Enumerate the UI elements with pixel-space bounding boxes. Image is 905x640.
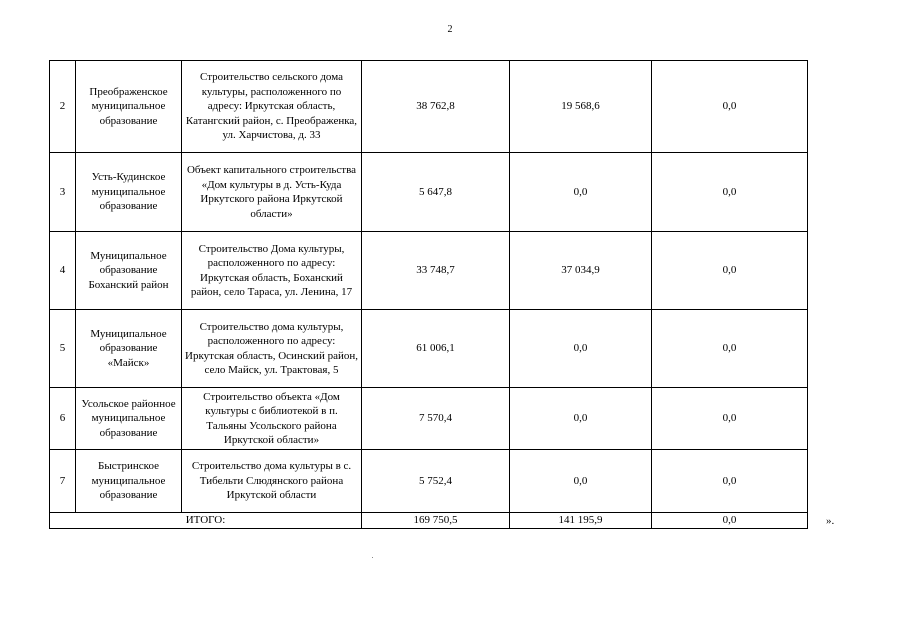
- municipality-name: Преображенское муниципальное образование: [76, 61, 182, 153]
- object-description: Объект капитального строительства «Дом культуры в д. Усть-Куда Иркутского района Иркутской области»: [182, 153, 362, 232]
- total-amount-col-3: 0,0: [652, 513, 808, 529]
- amount-col-3: 0,0: [652, 310, 808, 388]
- total-amount-col-2: 141 195,9: [510, 513, 652, 529]
- amount-col-3: 0,0: [652, 450, 808, 513]
- row-number: 7: [50, 450, 76, 513]
- amount-col-3: 0,0: [652, 388, 808, 450]
- amount-col-2: 0,0: [510, 450, 652, 513]
- municipality-name: Усть-Кудинское муниципальное образование: [76, 153, 182, 232]
- amount-col-2: 37 034,9: [510, 232, 652, 310]
- table-row: [50, 450, 808, 513]
- row-number: 3: [50, 153, 76, 232]
- table-row: [50, 310, 808, 388]
- municipality-name: Усольское районное муниципальное образование: [76, 388, 182, 450]
- scan-speck: [372, 557, 373, 558]
- municipality-name: Быстринское муниципальное образование: [76, 450, 182, 513]
- object-description: Строительство сельского дома культуры, расположенного по адресу: Иркутская область, Катангский район, с. Преображенка, ул. Харчистова, д. 33: [182, 61, 362, 153]
- amount-col-1: 7 570,4: [362, 388, 510, 450]
- amount-col-3: 0,0: [652, 153, 808, 232]
- amount-col-2: 0,0: [510, 310, 652, 388]
- page-number: 2: [447, 24, 453, 35]
- amount-col-2: 0,0: [510, 153, 652, 232]
- total-row: [50, 513, 808, 529]
- table-row: [50, 153, 808, 232]
- amount-col-2: 0,0: [510, 388, 652, 450]
- amount-col-1: 38 762,8: [362, 61, 510, 153]
- object-description: Строительство объекта «Дом культуры с библиотекой в п. Тальяны Усольского района Иркутской области»: [182, 388, 362, 450]
- amount-col-1: 61 006,1: [362, 310, 510, 388]
- object-description: Строительство дома культуры, расположенного по адресу: Иркутская область, Осинский район, село Майск, ул. Трактовая, 5: [182, 310, 362, 388]
- construction-funding-table: [49, 60, 808, 529]
- amount-col-2: 19 568,6: [510, 61, 652, 153]
- municipality-name: Муниципальное образование Боханский район: [76, 232, 182, 310]
- amount-col-3: 0,0: [652, 232, 808, 310]
- amount-col-3: 0,0: [652, 61, 808, 153]
- total-amount-col-1: 169 750,5: [362, 513, 510, 529]
- municipality-name: Муниципальное образование «Майск»: [76, 310, 182, 388]
- object-description: Строительство Дома культуры, расположенного по адресу: Иркутская область, Боханский район, село Тараса, ул. Ленина, 17: [182, 232, 362, 310]
- row-number: 4: [50, 232, 76, 310]
- object-description: Строительство дома культуры в с. Тибельти Слюдянского района Иркутской области: [182, 450, 362, 513]
- amount-col-1: 5 752,4: [362, 450, 510, 513]
- row-number: 6: [50, 388, 76, 450]
- table-row: [50, 232, 808, 310]
- total-label: ИТОГО:: [50, 513, 362, 529]
- table-row: [50, 61, 808, 153]
- amount-col-1: 33 748,7: [362, 232, 510, 310]
- table-row: [50, 388, 808, 450]
- amount-col-1: 5 647,8: [362, 153, 510, 232]
- row-number: 2: [50, 61, 76, 153]
- closing-quote: ».: [826, 515, 835, 527]
- row-number: 5: [50, 310, 76, 388]
